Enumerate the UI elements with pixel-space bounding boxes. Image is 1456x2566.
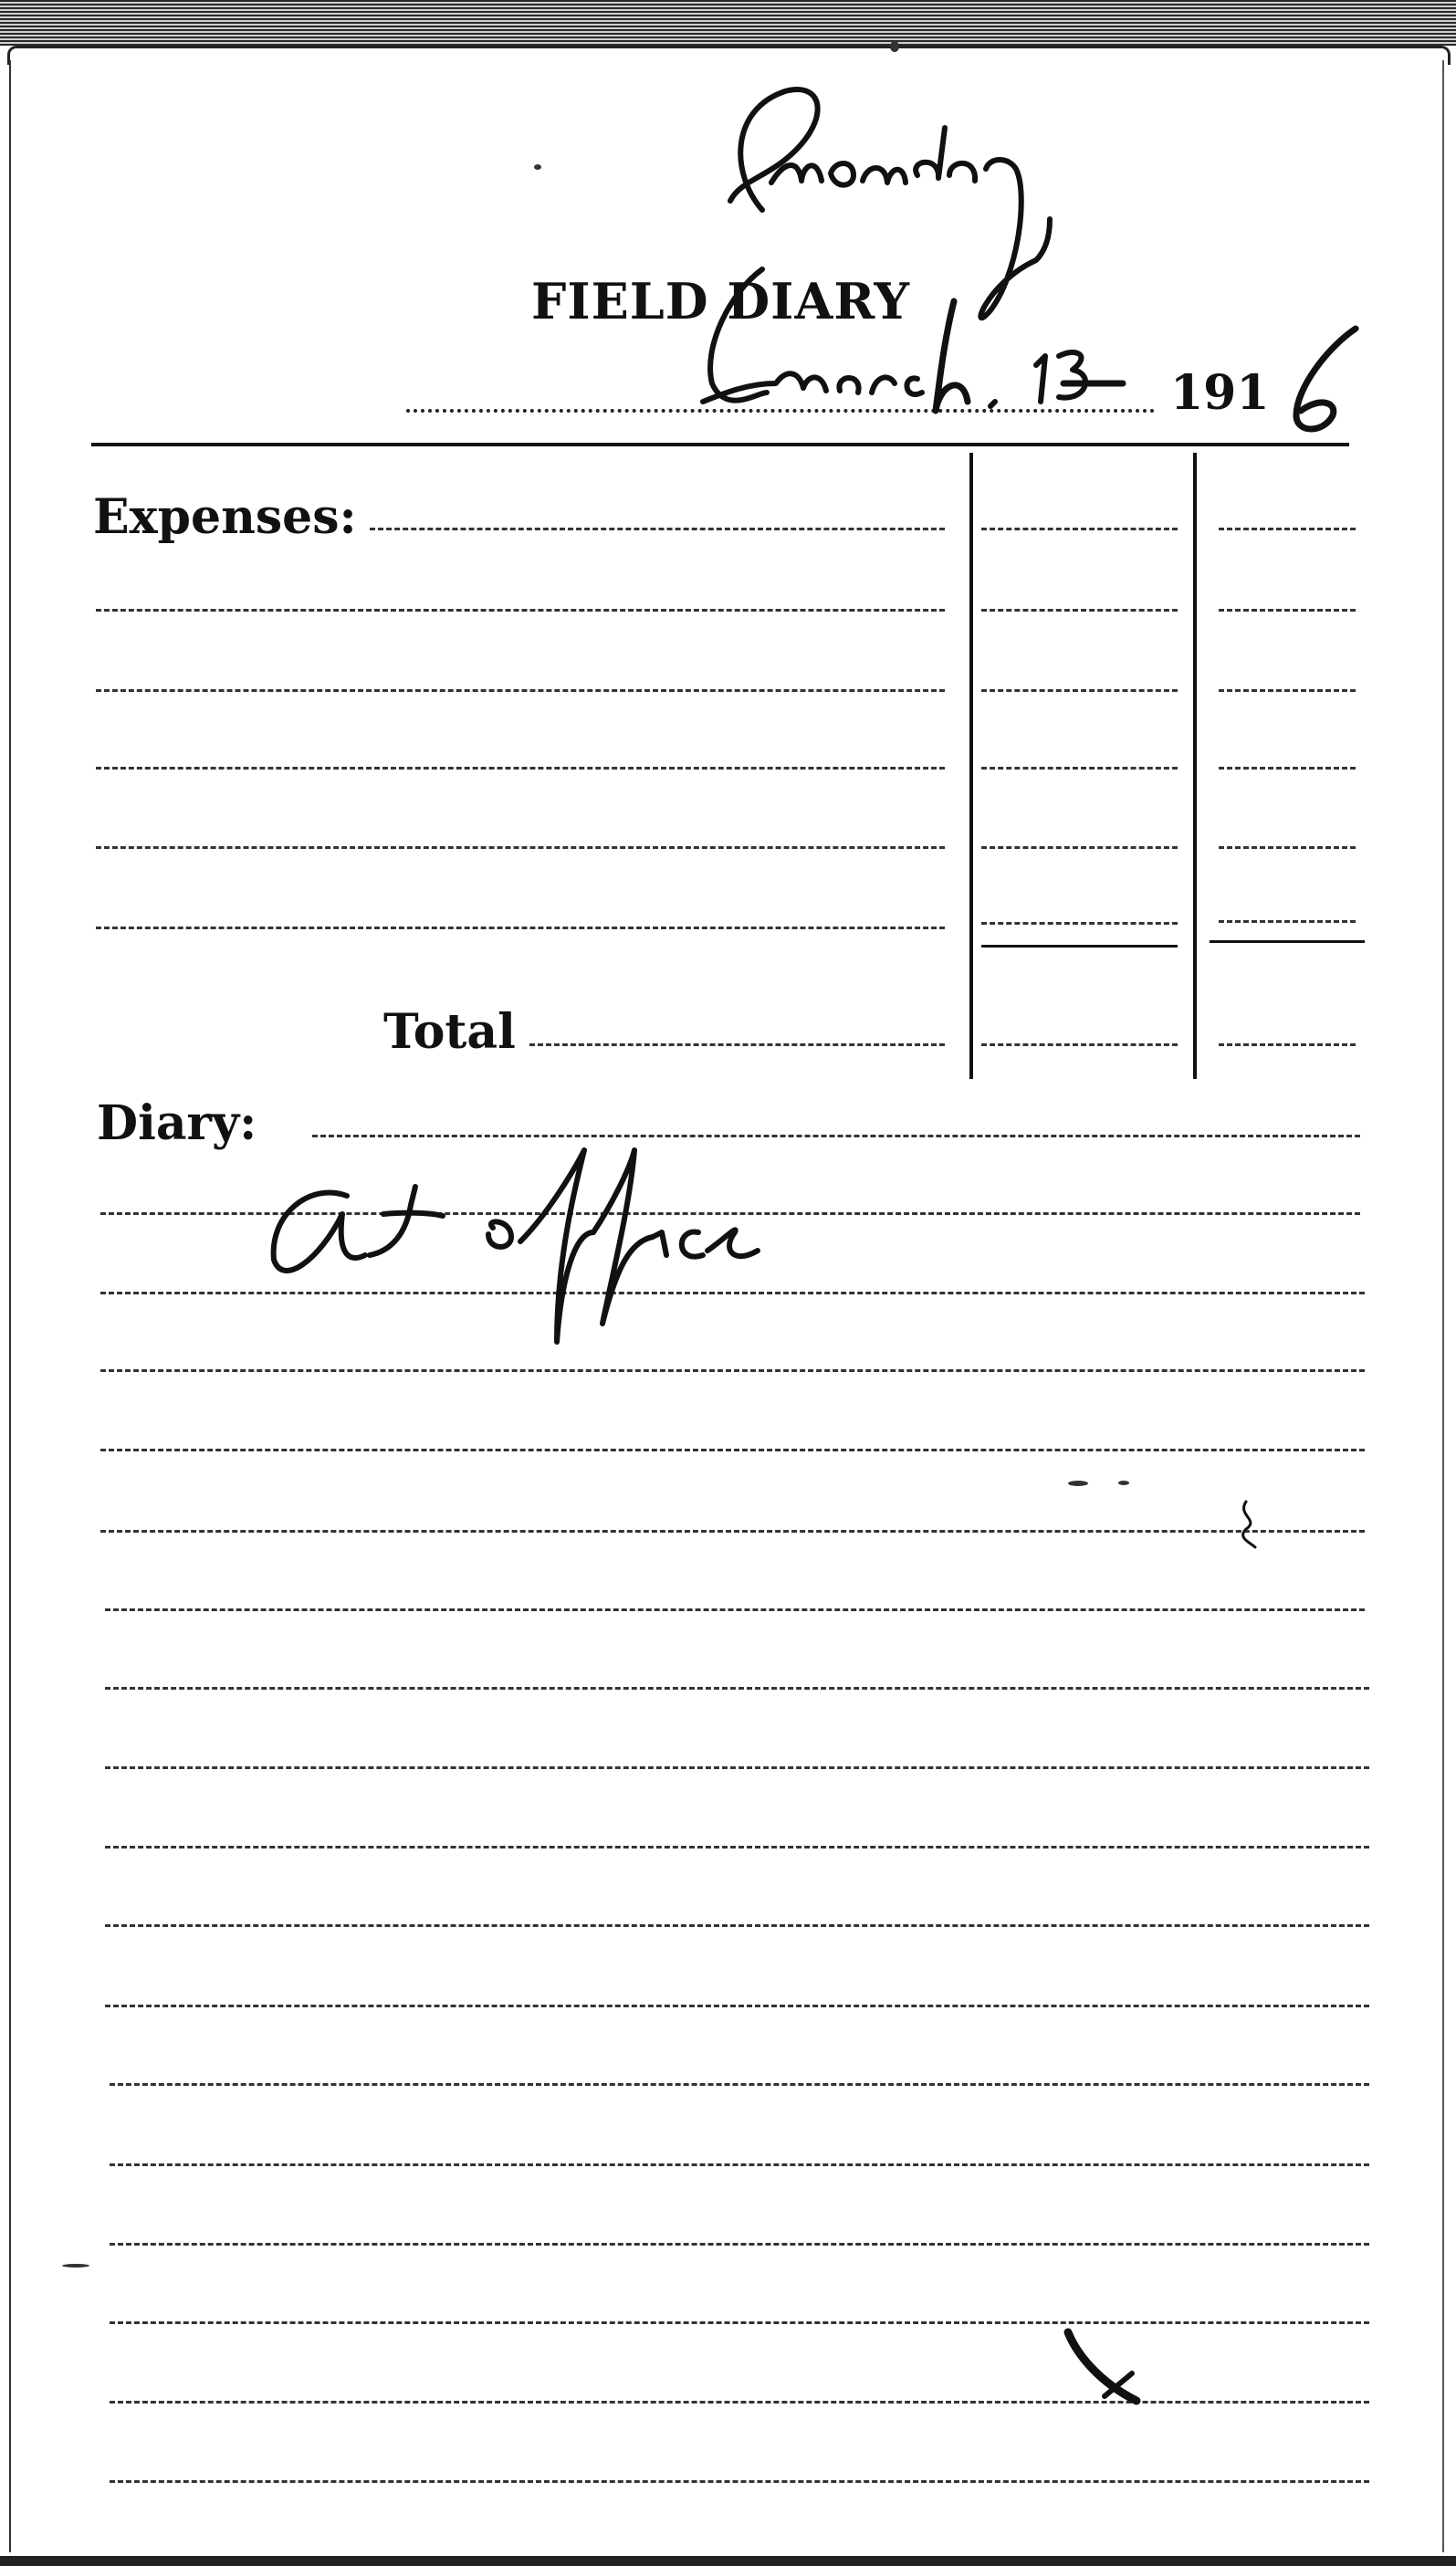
expense-row-4-cents xyxy=(1219,767,1356,770)
amount-column-line-left xyxy=(969,453,973,1079)
stray-ink-mark xyxy=(1050,2319,1159,2419)
diary-line-11 xyxy=(105,1924,1369,1927)
diary-line-5 xyxy=(100,1449,1365,1451)
expenses-label: Expenses: xyxy=(93,489,357,545)
amount-column-line-right xyxy=(1193,453,1197,1079)
expense-row-1-cents xyxy=(1219,528,1356,530)
expense-row-5-dollars xyxy=(981,846,1178,849)
diary-line-17 xyxy=(110,2401,1369,2404)
expense-row-2-desc xyxy=(96,609,945,612)
expense-row-4-desc xyxy=(96,767,945,770)
diary-line-18 xyxy=(110,2480,1369,2483)
expense-row-3-cents xyxy=(1219,689,1356,692)
diary-line-15 xyxy=(110,2243,1369,2246)
diary-line-16 xyxy=(110,2321,1369,2324)
expense-row-5-cents xyxy=(1219,846,1356,849)
total-row-dollars xyxy=(981,1043,1178,1046)
handwritten-year-digit xyxy=(1273,315,1383,443)
total-row-desc xyxy=(529,1043,945,1046)
diary-line-12 xyxy=(105,2005,1369,2007)
expense-row-6-dollars xyxy=(981,922,1178,925)
header-rule xyxy=(91,443,1349,446)
form-title: FIELD DIARY xyxy=(531,272,911,330)
total-label: Total xyxy=(383,1004,516,1060)
diary-line-10 xyxy=(105,1846,1369,1849)
diary-line-6 xyxy=(100,1530,1365,1533)
subtotal-rule-dollars xyxy=(981,945,1178,948)
ink-speck xyxy=(1068,1481,1088,1486)
ink-speck xyxy=(890,41,899,52)
year-prefix: 191 xyxy=(1170,365,1270,421)
expense-row-1-dollars xyxy=(981,528,1178,530)
page-stack-edge xyxy=(0,0,1456,46)
diary-line-7 xyxy=(105,1608,1365,1611)
expense-row-6-cents xyxy=(1219,920,1356,923)
ink-speck xyxy=(1118,1481,1129,1485)
expense-row-3-desc xyxy=(96,689,945,692)
expense-row-2-cents xyxy=(1219,609,1356,612)
diary-line-4 xyxy=(100,1369,1365,1372)
expense-row-3-dollars xyxy=(981,689,1178,692)
handwritten-date xyxy=(676,256,1150,438)
subtotal-rule-cents xyxy=(1210,940,1365,943)
page-bottom-edge xyxy=(0,2556,1456,2566)
diary-line-9 xyxy=(105,1766,1369,1769)
diary-line-8 xyxy=(105,1687,1369,1690)
expense-row-1-desc xyxy=(370,528,945,530)
ink-speck xyxy=(534,164,541,170)
ink-speck xyxy=(62,2264,89,2268)
total-row-cents xyxy=(1219,1043,1356,1046)
diary-label: Diary: xyxy=(97,1095,257,1151)
expense-row-5-desc xyxy=(96,846,945,849)
expense-row-6-desc xyxy=(96,927,945,929)
stray-ink-squiggle xyxy=(1228,1497,1283,1552)
expense-row-2-dollars xyxy=(981,609,1178,612)
diary-line-14 xyxy=(110,2163,1369,2166)
handwritten-entry xyxy=(246,1132,867,1369)
expense-row-4-dollars xyxy=(981,767,1178,770)
diary-line-13 xyxy=(110,2083,1369,2086)
